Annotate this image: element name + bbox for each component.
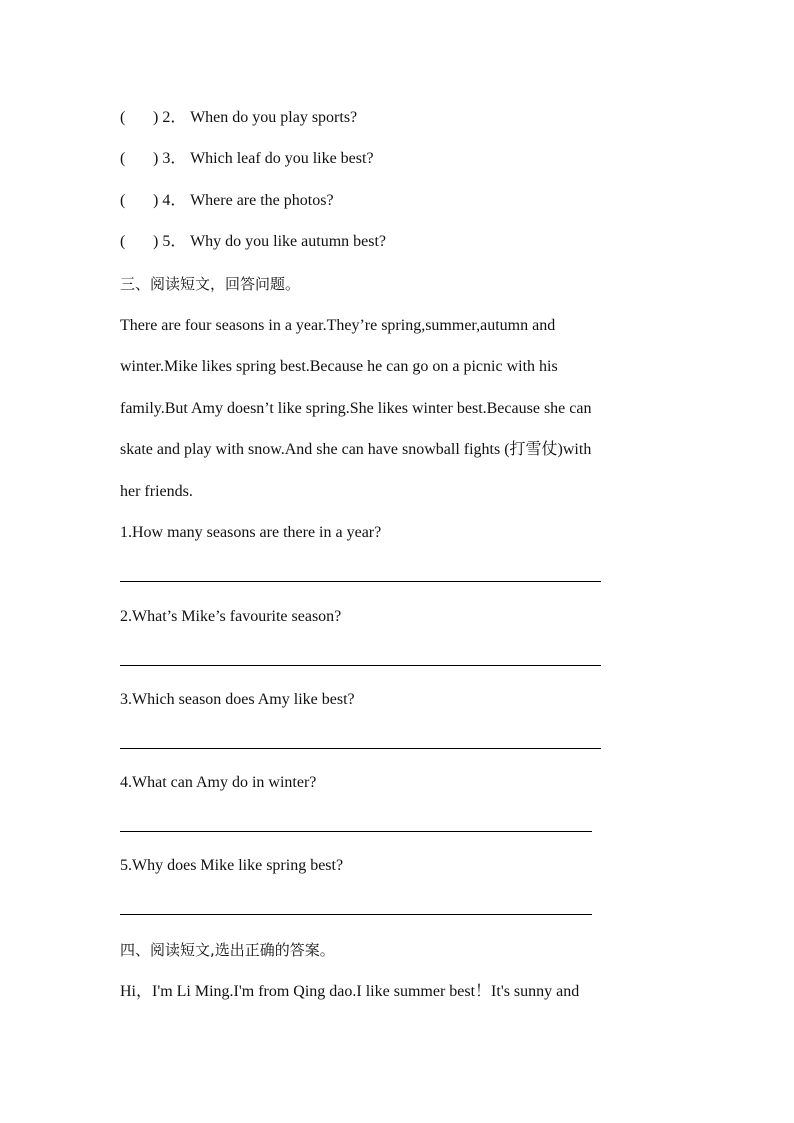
answer-paren-open: ( [120, 192, 126, 209]
answer-paren-open: ( [120, 109, 126, 126]
section-3-heading: 三、阅读短文，回答问题。 [120, 275, 301, 293]
answer-paren-close: ) [153, 233, 159, 250]
reading-question-4: 4.What can Amy do in winter? [120, 774, 317, 791]
question-row-3 [120, 149, 374, 169]
section-4-heading: 四、阅读短文,选出正确的答案。 [120, 941, 335, 959]
passage-line: There are four seasons in a year.They’re spring,summer,autumn and [120, 317, 556, 334]
answer-paren-close: ) [153, 150, 159, 167]
reading-question-3: 3.Which season does Amy like best? [120, 691, 355, 708]
question-text: Why do you like autumn best? [190, 233, 387, 250]
question-text: When do you play sports? [190, 109, 358, 126]
answer-line-2[interactable] [120, 665, 601, 666]
question-text: Which leaf do you like best? [190, 150, 374, 167]
question-row-4 [120, 191, 334, 211]
answer-line-1[interactable] [120, 581, 601, 582]
question-text: Where are the photos? [190, 192, 334, 209]
passage-line: Hi，I'm Li Ming.I'm from Qing dao.I like summer best！It's sunny and [120, 983, 580, 1000]
question-row-5 [120, 232, 386, 252]
reading-question-5: 5.Why does Mike like spring best? [120, 857, 344, 874]
passage-line: winter.Mike likes spring best.Because he can go on a picnic with his [120, 358, 558, 375]
answer-line-4[interactable] [120, 831, 592, 832]
answer-paren-close: ) [153, 192, 159, 209]
question-number: 5． [162, 233, 187, 250]
passage-line: family.But Amy doesn’t like spring.She likes winter best.Because she can [120, 400, 592, 417]
answer-paren-open: ( [120, 233, 126, 250]
passage-line: skate and play with snow.And she can have snowball fights (打雪仗)with [120, 441, 592, 458]
answer-line-3[interactable] [120, 748, 601, 749]
question-number: 3． [162, 150, 187, 167]
question-number: 4． [162, 192, 187, 209]
question-number: 2． [162, 109, 187, 126]
answer-paren-close: ) [153, 109, 159, 126]
answer-paren-open: ( [120, 150, 126, 167]
answer-line-5[interactable] [120, 914, 592, 915]
reading-question-2: 2.What’s Mike’s favourite season? [120, 608, 342, 625]
reading-question-1: 1.How many seasons are there in a year? [120, 524, 382, 541]
question-row-2 [120, 108, 357, 128]
passage-line: her friends. [120, 483, 193, 500]
